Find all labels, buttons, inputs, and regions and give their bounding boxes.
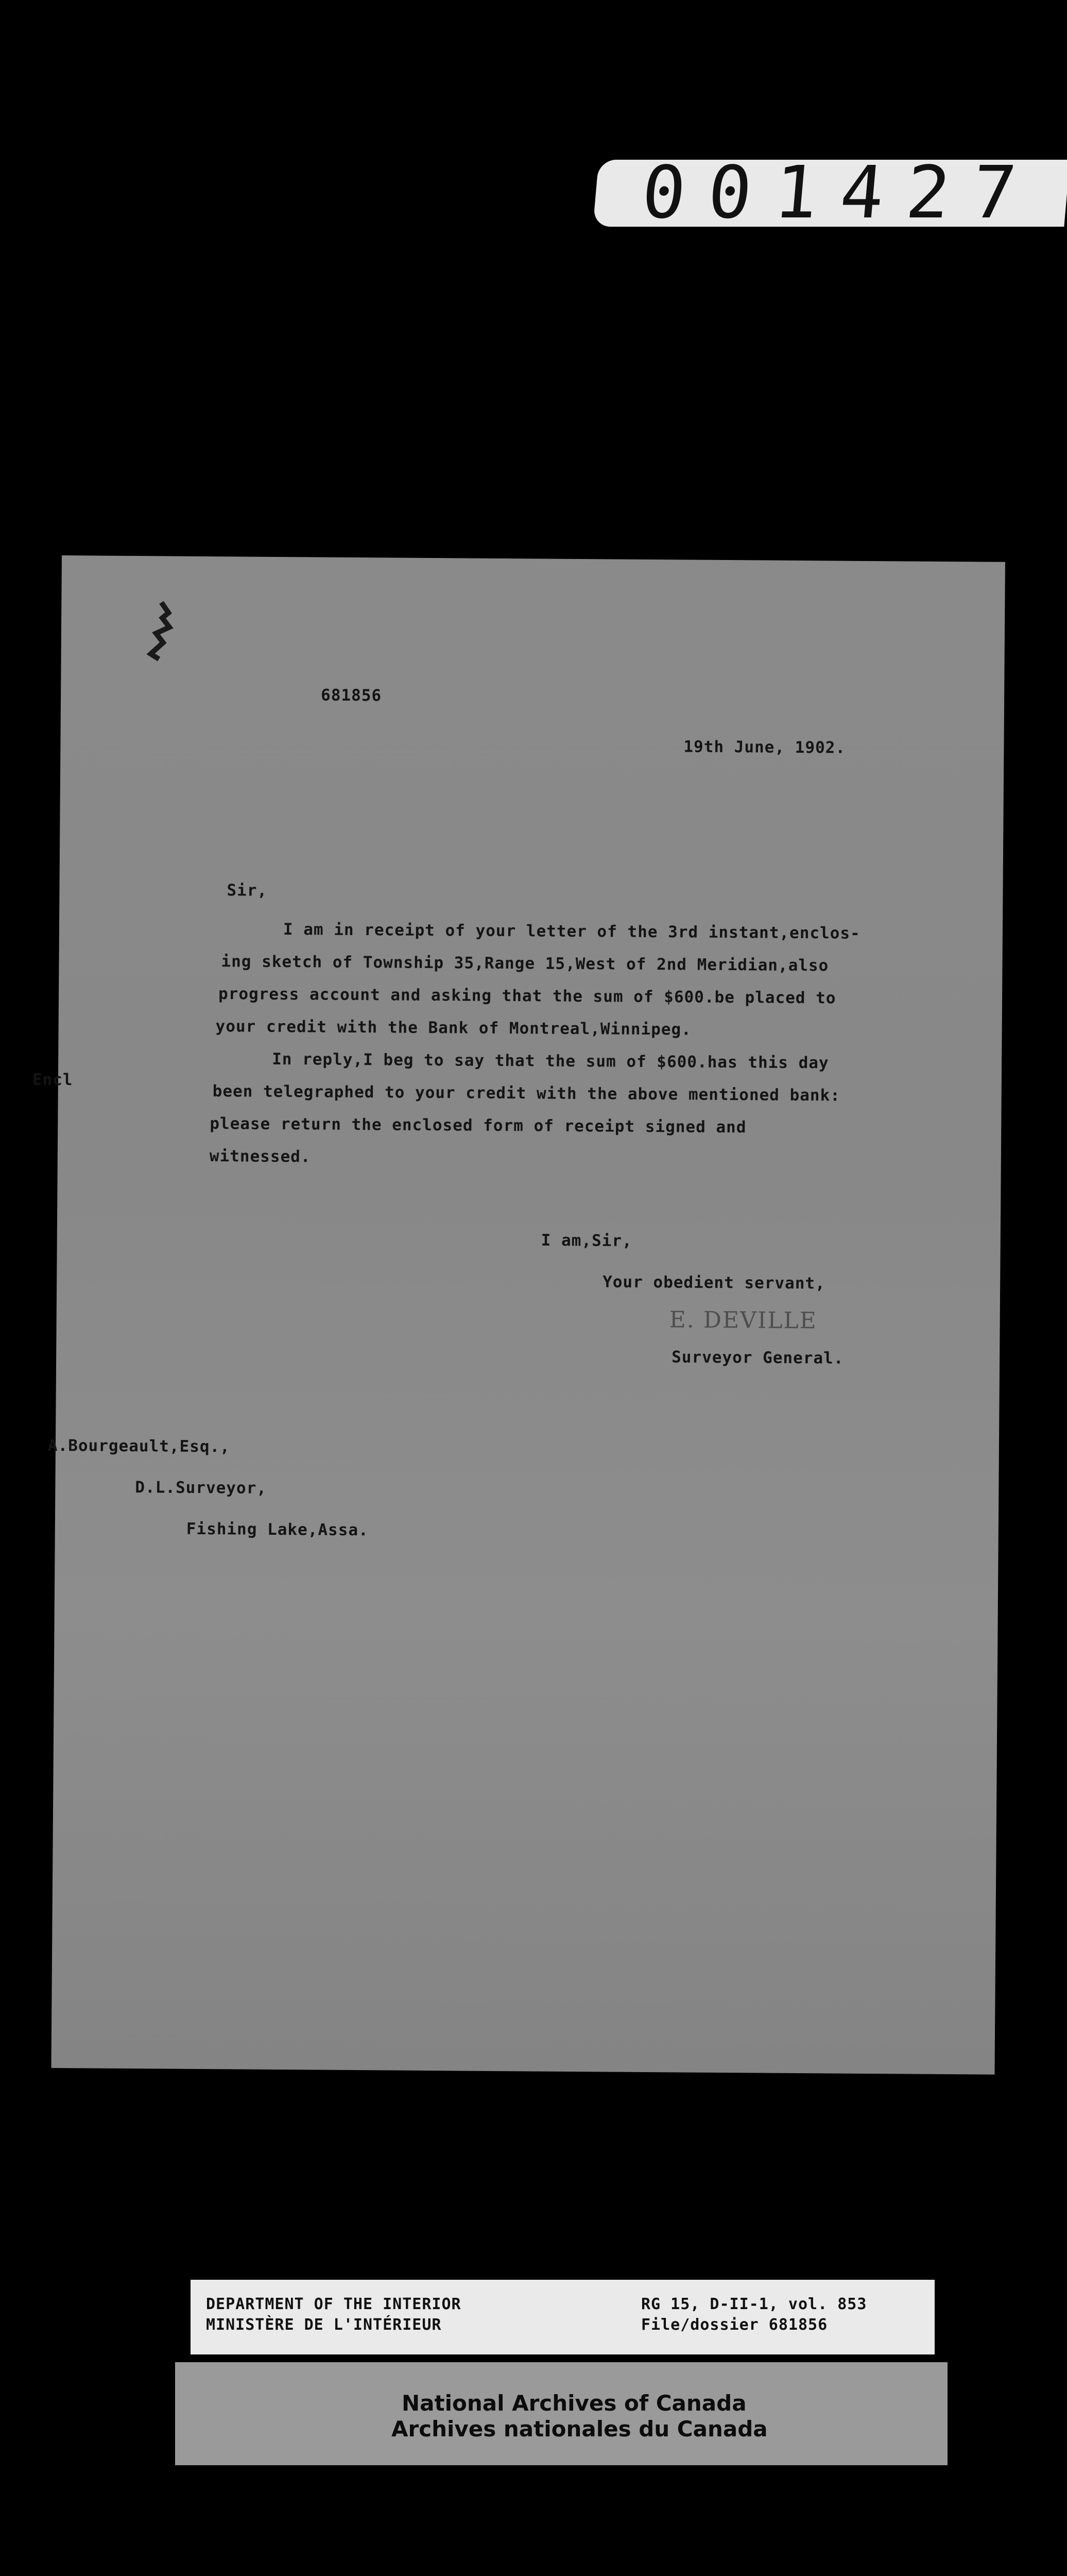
archives-name-french: Archives nationales du Canada [391,2416,768,2442]
body-line: please return the enclosed form of receipt signed and [210,1114,747,1137]
body-line: your credit with the Bank of Montreal,Winnipeg. [215,1017,692,1039]
archives-banner [175,2362,948,2465]
addressee-line: A.Bourgeault,Esq., [47,1436,231,1456]
salutation: Sir, [227,881,268,900]
body-line: been telegraphed to your credit with the above mentioned bank: [212,1082,840,1105]
letter-page [32,555,1005,2075]
frame-number: 001427 [593,160,1067,227]
body-line: ing sketch of Township 35,Range 15,West of 2nd Meridian,also [221,952,829,975]
department-english: DEPARTMENT OF THE INTERIOR [206,2295,461,2313]
archive-reference-label [191,2280,935,2354]
signer-title: Surveyor General. [672,1348,844,1368]
paper-clip-icon [146,597,177,664]
closing-line: Your obedient servant, [603,1273,825,1293]
archives-name-english: National Archives of Canada [402,2391,747,2416]
file-number: 681856 [320,686,382,705]
maple-leaf-logo [355,2393,383,2429]
addressee-line: Fishing Lake,Assa. [186,1519,369,1540]
addressee-line: D.L.Surveyor, [135,1478,267,1498]
signature-stamp: E. DEVILLE [669,1307,818,1334]
body-line: I am in receipt of your letter of the 3rd instant,enclos- [283,920,861,943]
body-line: witnessed. [209,1147,311,1166]
record-group-ref: RG 15, D-II-1, vol. 853 [641,2295,867,2313]
letter-date: 19th June, 1902. [683,737,846,757]
closing-line: I am,Sir, [541,1231,632,1250]
margin-note: Encl [32,1070,73,1090]
body-line: progress account and asking that the sum of $600.be placed to [218,985,836,1008]
body-line: In reply,I beg to say that the sum of $600.has this day [272,1049,829,1073]
department-french: MINISTÈRE DE L'INTÉRIEUR [206,2316,442,2334]
file-dossier-ref: File/dossier 681856 [641,2316,828,2334]
